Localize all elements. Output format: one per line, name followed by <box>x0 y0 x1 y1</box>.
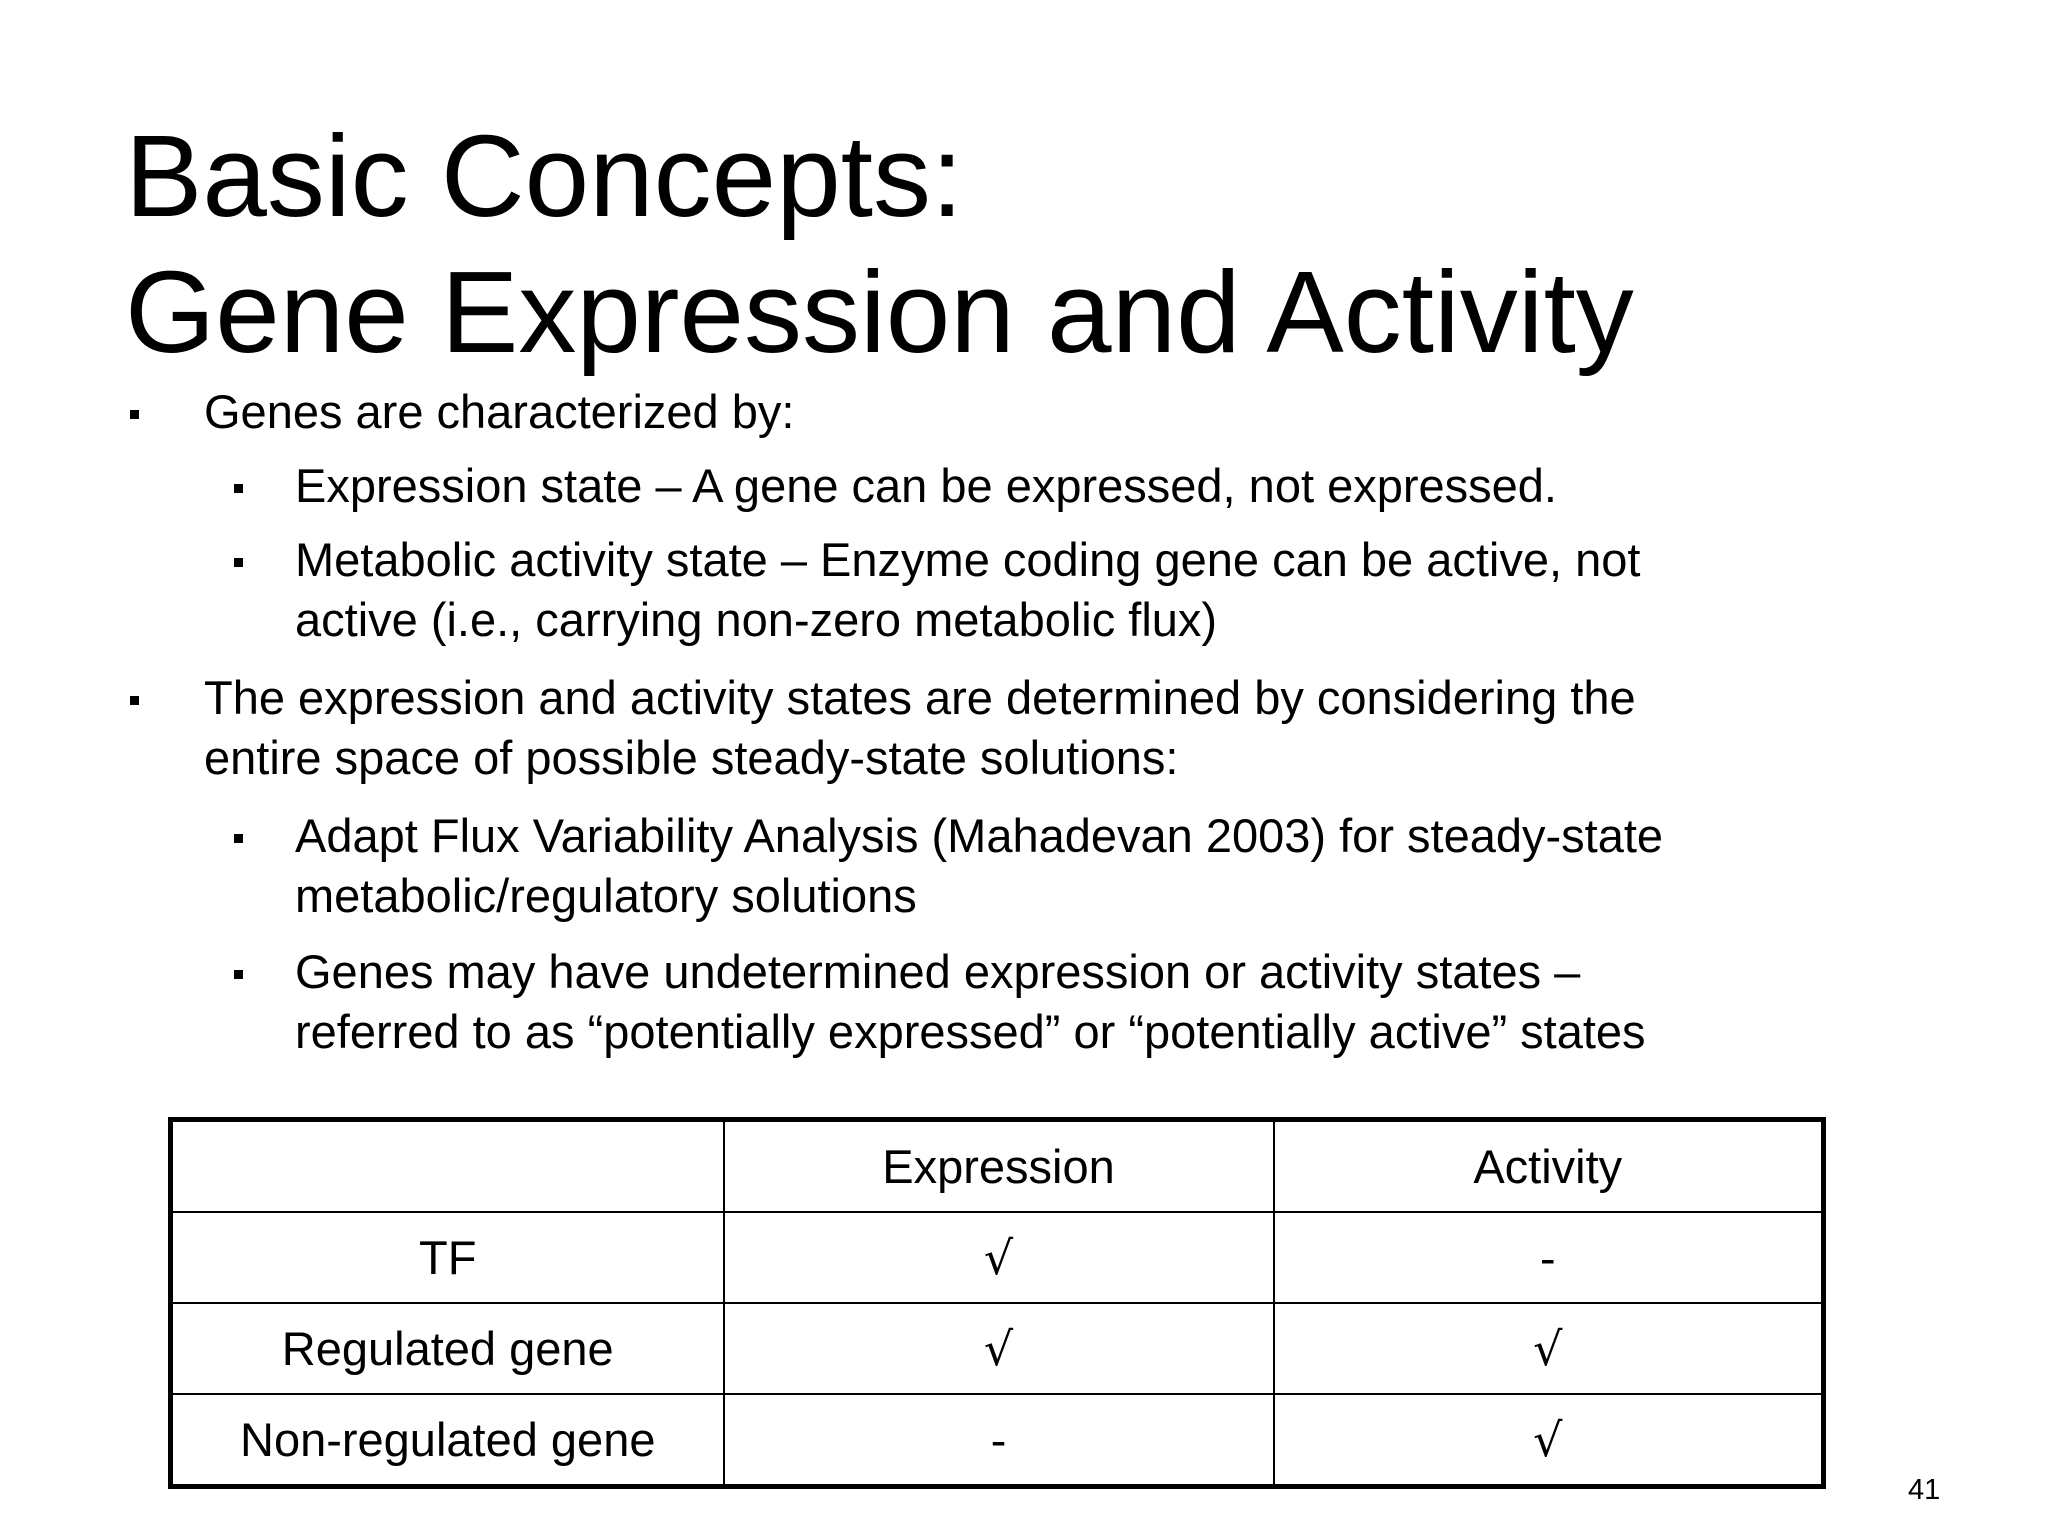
table-cell: - <box>1274 1212 1824 1303</box>
bullet-text-line: Adapt Flux Variability Analysis (Mahadevan 2003) for steady-state <box>295 809 1664 862</box>
slide-title <box>125 108 1634 380</box>
bullet-text-line: metabolic/regulatory solutions <box>295 869 917 922</box>
table-cell: √ <box>724 1212 1274 1303</box>
bullet-item <box>204 668 1636 788</box>
gene-state-table <box>168 1117 1826 1489</box>
table-row-label: TF <box>171 1212 724 1303</box>
bullet-square-icon <box>234 558 243 567</box>
bullet-item <box>295 456 1557 516</box>
table-cell: √ <box>1274 1303 1824 1394</box>
bullet-square-icon <box>130 410 139 419</box>
table-row-label: Non-regulated gene <box>171 1394 724 1487</box>
table-row <box>171 1212 1824 1303</box>
bullet-item <box>295 530 1640 650</box>
slide-title-line-1: Basic Concepts: <box>125 111 964 241</box>
page-number: 41 <box>1908 1474 1941 1506</box>
bullet-square-icon <box>234 484 243 493</box>
bullet-text-line: The expression and activity states are determined by considering the <box>204 671 1636 724</box>
bullet-square-icon <box>234 834 243 843</box>
bullet-square-icon <box>234 970 243 979</box>
table-cell: √ <box>1274 1394 1824 1487</box>
bullet-item <box>295 942 1646 1062</box>
bullet-text-line: Expression state – A gene can be expressed, not expressed. <box>295 459 1557 512</box>
bullet-text-line: Metabolic activity state – Enzyme coding gene can be active, not <box>295 533 1641 586</box>
bullet-text-line: Genes are characterized by: <box>204 385 795 438</box>
bullet-text-line: Genes may have undetermined expression or activity states – <box>295 945 1581 998</box>
table-cell: - <box>724 1394 1274 1487</box>
bullet-item <box>295 806 1663 926</box>
table-row <box>171 1394 1824 1487</box>
bullet-text-line: referred to as “potentially expressed” or “potentially active” states <box>295 1005 1646 1058</box>
bullet-item <box>204 382 794 442</box>
table-cell: √ <box>724 1303 1274 1394</box>
bullet-text-line: entire space of possible steady-state solutions: <box>204 731 1179 784</box>
table-header-cell: Activity <box>1274 1120 1824 1213</box>
table-row <box>171 1303 1824 1394</box>
table-row-label: Regulated gene <box>171 1303 724 1394</box>
table-header-cell <box>171 1120 724 1213</box>
slide-title-line-2: Gene Expression and Activity <box>125 247 1634 377</box>
table-header-row <box>171 1120 1824 1213</box>
bullet-square-icon <box>130 696 139 705</box>
table-header-cell: Expression <box>724 1120 1274 1213</box>
bullet-text-line: active (i.e., carrying non-zero metabolic flux) <box>295 593 1218 646</box>
